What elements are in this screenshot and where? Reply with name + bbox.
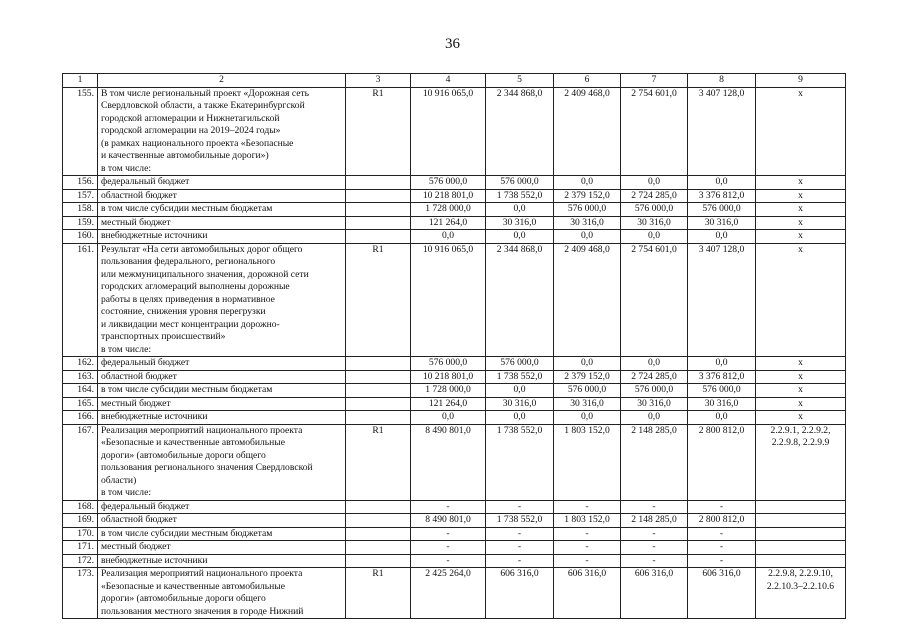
row-code-cell: [346, 554, 411, 568]
row-reference-cell: х: [756, 411, 846, 425]
row-reference-cell: х: [756, 87, 846, 176]
row-value-cell-col-6: 0,0: [554, 411, 621, 425]
row-description-cell: Реализация мероприятий национального проекта «Безопасные и качественные автомобильные дороги» (автомобильные дороги общего пользования регионального значения Свердловской области) в том числе:: [98, 424, 346, 500]
row-value-cell-col-5: 576 000,0: [486, 176, 554, 190]
header-cell-col-4: 4: [411, 74, 486, 88]
row-code-cell: [346, 230, 411, 244]
row-description-cell: Реализация мероприятий национального проекта «Безопасные и качественные автомобильные дороги» (автомобильные дороги общего пользования местного значения в городе Нижний: [98, 568, 346, 619]
row-number-cell: 166.: [63, 411, 98, 425]
row-code-cell: [346, 514, 411, 528]
row-value-cell-col-6: 1 803 152,0: [554, 514, 621, 528]
row-reference-cell: х: [756, 203, 846, 217]
row-value-cell-col-5: 606 316,0: [486, 568, 554, 619]
row-value-cell-col-4: 0,0: [411, 411, 486, 425]
row-value-cell-col-7: 0,0: [621, 176, 688, 190]
row-value-cell-col-7: 30 316,0: [621, 216, 688, 230]
row-value-cell-col-7: -: [621, 527, 688, 541]
row-reference-cell: [756, 554, 846, 568]
row-value-cell-col-4: 10 916 065,0: [411, 243, 486, 357]
row-value-cell-col-6: -: [554, 500, 621, 514]
row-value-cell-col-7: -: [621, 554, 688, 568]
header-cell-col-8: 8: [688, 74, 756, 88]
header-cell-col-1: 1: [63, 74, 98, 88]
row-code-cell: R1: [346, 424, 411, 500]
row-number-cell: 169.: [63, 514, 98, 528]
row-reference-cell: х: [756, 397, 846, 411]
row-value-cell-col-8: 3 376 812,0: [688, 189, 756, 203]
row-reference-cell: х: [756, 230, 846, 244]
row-code-cell: [346, 397, 411, 411]
row-code-cell: [346, 384, 411, 398]
row-value-cell-col-7: 2 754 601,0: [621, 87, 688, 176]
header-cell-col-5: 5: [486, 74, 554, 88]
row-value-cell-col-5: 1 738 552,0: [486, 189, 554, 203]
row-value-cell-col-7: 0,0: [621, 357, 688, 371]
row-value-cell-col-8: -: [688, 500, 756, 514]
row-value-cell-col-6: 606 316,0: [554, 568, 621, 619]
row-value-cell-col-6: 1 803 152,0: [554, 424, 621, 500]
row-value-cell-col-4: -: [411, 527, 486, 541]
row-value-cell-col-4: 10 218 801,0: [411, 189, 486, 203]
row-code-cell: [346, 357, 411, 371]
table-row: [63, 568, 846, 619]
row-reference-cell: х: [756, 189, 846, 203]
row-value-cell-col-8: 3 376 812,0: [688, 370, 756, 384]
row-code-cell: [346, 527, 411, 541]
row-code-cell: [346, 500, 411, 514]
row-value-cell-col-5: 1 738 552,0: [486, 424, 554, 500]
row-value-cell-col-6: 30 316,0: [554, 397, 621, 411]
row-reference-cell: [756, 527, 846, 541]
row-description-cell: В том числе региональный проект «Дорожная сеть Свердловской области, а также Екатеринбургской городской агломерации и Нижнетагильской городской агломерации на 2019–2024 годы» (в рамках национального проекта «Безопасные и качественные автомобильные дороги») в том числе:: [98, 87, 346, 176]
row-number-cell: 172.: [63, 554, 98, 568]
table-row: [63, 243, 846, 357]
row-value-cell-col-5: 1 738 552,0: [486, 370, 554, 384]
row-value-cell-col-4: 2 425 264,0: [411, 568, 486, 619]
row-value-cell-col-5: 30 316,0: [486, 397, 554, 411]
row-value-cell-col-5: 0,0: [486, 230, 554, 244]
row-value-cell-col-4: 10 916 065,0: [411, 87, 486, 176]
row-value-cell-col-8: -: [688, 554, 756, 568]
table-row: [63, 384, 846, 398]
table-row: [63, 397, 846, 411]
row-value-cell-col-4: 576 000,0: [411, 176, 486, 190]
row-description-cell: местный бюджет: [98, 397, 346, 411]
row-description-cell: областной бюджет: [98, 189, 346, 203]
row-value-cell-col-4: 576 000,0: [411, 357, 486, 371]
row-code-cell: [346, 216, 411, 230]
row-value-cell-col-4: 8 490 801,0: [411, 424, 486, 500]
table-row: [63, 541, 846, 555]
table-row: [63, 411, 846, 425]
row-value-cell-col-7: 2 724 285,0: [621, 370, 688, 384]
row-value-cell-col-7: -: [621, 541, 688, 555]
row-number-cell: 161.: [63, 243, 98, 357]
table-body: [63, 74, 846, 619]
row-description-cell: местный бюджет: [98, 216, 346, 230]
row-value-cell-col-8: 576 000,0: [688, 203, 756, 217]
row-description-cell: федеральный бюджет: [98, 500, 346, 514]
row-reference-cell: х: [756, 243, 846, 357]
row-value-cell-col-8: 30 316,0: [688, 216, 756, 230]
row-value-cell-col-5: -: [486, 541, 554, 555]
row-number-cell: 167.: [63, 424, 98, 500]
header-cell-col-9: 9: [756, 74, 846, 88]
row-description-cell: областной бюджет: [98, 370, 346, 384]
row-code-cell: [346, 189, 411, 203]
row-description-cell: федеральный бюджет: [98, 176, 346, 190]
row-value-cell-col-7: 2 724 285,0: [621, 189, 688, 203]
row-value-cell-col-6: 2 409 468,0: [554, 243, 621, 357]
row-value-cell-col-6: 2 379 152,0: [554, 370, 621, 384]
row-value-cell-col-4: 0,0: [411, 230, 486, 244]
row-value-cell-col-5: 2 344 868,0: [486, 243, 554, 357]
row-value-cell-col-7: 2 148 285,0: [621, 424, 688, 500]
row-value-cell-col-4: 121 264,0: [411, 397, 486, 411]
row-value-cell-col-7: 576 000,0: [621, 203, 688, 217]
row-code-cell: [346, 411, 411, 425]
table-row: [63, 357, 846, 371]
row-code-cell: [346, 176, 411, 190]
row-value-cell-col-7: 0,0: [621, 411, 688, 425]
row-value-cell-col-5: 2 344 868,0: [486, 87, 554, 176]
row-value-cell-col-6: -: [554, 541, 621, 555]
row-value-cell-col-7: 606 316,0: [621, 568, 688, 619]
row-value-cell-col-4: -: [411, 541, 486, 555]
row-value-cell-col-6: -: [554, 527, 621, 541]
row-reference-cell: х: [756, 216, 846, 230]
row-reference-cell: х: [756, 176, 846, 190]
row-reference-cell: х: [756, 370, 846, 384]
row-value-cell-col-7: 2 148 285,0: [621, 514, 688, 528]
row-reference-cell: 2.2.9.8, 2.2.9.10, 2.2.10.3–2.2.10.6: [756, 568, 846, 619]
row-reference-cell: х: [756, 357, 846, 371]
page-number: 36: [445, 36, 460, 52]
row-value-cell-col-4: 8 490 801,0: [411, 514, 486, 528]
row-number-cell: 171.: [63, 541, 98, 555]
row-value-cell-col-7: 576 000,0: [621, 384, 688, 398]
row-reference-cell: [756, 500, 846, 514]
row-value-cell-col-7: 2 754 601,0: [621, 243, 688, 357]
row-value-cell-col-5: 1 738 552,0: [486, 514, 554, 528]
row-reference-cell: х: [756, 384, 846, 398]
row-number-cell: 173.: [63, 568, 98, 619]
row-value-cell-col-5: 0,0: [486, 411, 554, 425]
row-value-cell-col-8: 3 407 128,0: [688, 87, 756, 176]
row-number-cell: 158.: [63, 203, 98, 217]
row-value-cell-col-4: 121 264,0: [411, 216, 486, 230]
row-code-cell: R1: [346, 243, 411, 357]
row-value-cell-col-6: 30 316,0: [554, 216, 621, 230]
header-cell-col-2: 2: [98, 74, 346, 88]
row-number-cell: 157.: [63, 189, 98, 203]
row-code-cell: [346, 203, 411, 217]
row-description-cell: в том числе субсидии местным бюджетам: [98, 384, 346, 398]
row-value-cell-col-4: -: [411, 554, 486, 568]
table-row: [63, 500, 846, 514]
row-code-cell: [346, 370, 411, 384]
row-number-cell: 164.: [63, 384, 98, 398]
row-reference-cell: [756, 514, 846, 528]
row-value-cell-col-7: -: [621, 500, 688, 514]
row-value-cell-col-7: 30 316,0: [621, 397, 688, 411]
row-reference-cell: 2.2.9.1, 2.2.9.2, 2.2.9.8, 2.2.9.9: [756, 424, 846, 500]
row-value-cell-col-5: 0,0: [486, 203, 554, 217]
row-value-cell-col-8: 0,0: [688, 176, 756, 190]
row-value-cell-col-6: 576 000,0: [554, 384, 621, 398]
row-value-cell-col-6: 0,0: [554, 230, 621, 244]
row-value-cell-col-4: 1 728 000,0: [411, 384, 486, 398]
row-value-cell-col-8: -: [688, 527, 756, 541]
header-cell-col-6: 6: [554, 74, 621, 88]
row-number-cell: 162.: [63, 357, 98, 371]
row-value-cell-col-5: -: [486, 527, 554, 541]
row-number-cell: 160.: [63, 230, 98, 244]
row-value-cell-col-8: 606 316,0: [688, 568, 756, 619]
row-description-cell: федеральный бюджет: [98, 357, 346, 371]
row-value-cell-col-8: 3 407 128,0: [688, 243, 756, 357]
row-value-cell-col-8: 0,0: [688, 411, 756, 425]
row-value-cell-col-6: 0,0: [554, 176, 621, 190]
row-value-cell-col-5: 30 316,0: [486, 216, 554, 230]
row-description-cell: местный бюджет: [98, 541, 346, 555]
row-value-cell-col-5: -: [486, 554, 554, 568]
header-cell-col-3: 3: [346, 74, 411, 88]
row-value-cell-col-8: -: [688, 541, 756, 555]
table-row: [63, 189, 846, 203]
budget-table: [62, 73, 846, 619]
row-description-cell: внебюджетные источники: [98, 554, 346, 568]
row-value-cell-col-8: 576 000,0: [688, 384, 756, 398]
row-value-cell-col-4: 10 218 801,0: [411, 370, 486, 384]
table-row: [63, 424, 846, 500]
table-row: [63, 216, 846, 230]
row-description-cell: внебюджетные источники: [98, 411, 346, 425]
row-value-cell-col-6: 2 409 468,0: [554, 87, 621, 176]
table-row: [63, 370, 846, 384]
row-description-cell: внебюджетные источники: [98, 230, 346, 244]
table-row: [63, 514, 846, 528]
row-value-cell-col-5: 0,0: [486, 384, 554, 398]
row-code-cell: R1: [346, 568, 411, 619]
row-description-cell: в том числе субсидии местным бюджетам: [98, 527, 346, 541]
table-row: [63, 203, 846, 217]
table-row: [63, 176, 846, 190]
row-description-cell: областной бюджет: [98, 514, 346, 528]
row-number-cell: 165.: [63, 397, 98, 411]
row-value-cell-col-8: 30 316,0: [688, 397, 756, 411]
row-value-cell-col-4: -: [411, 500, 486, 514]
row-number-cell: 156.: [63, 176, 98, 190]
row-description-cell: Результат «На сети автомобильных дорог общего пользования федерального, регионального или межмуниципального значения, дорожной сети городских агломераций выполнены дорожные работы в целях приведения в нормативное состояние, снижения уровня перегрузки и ликвидации мест концентрации дорожно- транспортных происшествий» в том числе:: [98, 243, 346, 357]
row-value-cell-col-8: 2 800 812,0: [688, 424, 756, 500]
row-value-cell-col-4: 1 728 000,0: [411, 203, 486, 217]
row-reference-cell: [756, 541, 846, 555]
row-value-cell-col-6: 0,0: [554, 357, 621, 371]
row-value-cell-col-7: 0,0: [621, 230, 688, 244]
row-number-cell: 163.: [63, 370, 98, 384]
table-row: [63, 230, 846, 244]
row-code-cell: R1: [346, 87, 411, 176]
row-code-cell: [346, 541, 411, 555]
row-number-cell: 168.: [63, 500, 98, 514]
row-value-cell-col-6: 576 000,0: [554, 203, 621, 217]
row-value-cell-col-5: -: [486, 500, 554, 514]
row-value-cell-col-5: 576 000,0: [486, 357, 554, 371]
table-row: [63, 527, 846, 541]
row-value-cell-col-8: 2 800 812,0: [688, 514, 756, 528]
row-value-cell-col-6: 2 379 152,0: [554, 189, 621, 203]
row-value-cell-col-8: 0,0: [688, 357, 756, 371]
row-number-cell: 170.: [63, 527, 98, 541]
table-row: [63, 554, 846, 568]
header-cell-col-7: 7: [621, 74, 688, 88]
row-value-cell-col-6: -: [554, 554, 621, 568]
row-number-cell: 155.: [63, 87, 98, 176]
row-description-cell: в том числе субсидии местным бюджетам: [98, 203, 346, 217]
table-row: [63, 87, 846, 176]
row-value-cell-col-8: 0,0: [688, 230, 756, 244]
row-number-cell: 159.: [63, 216, 98, 230]
table-header-row: [63, 74, 846, 88]
